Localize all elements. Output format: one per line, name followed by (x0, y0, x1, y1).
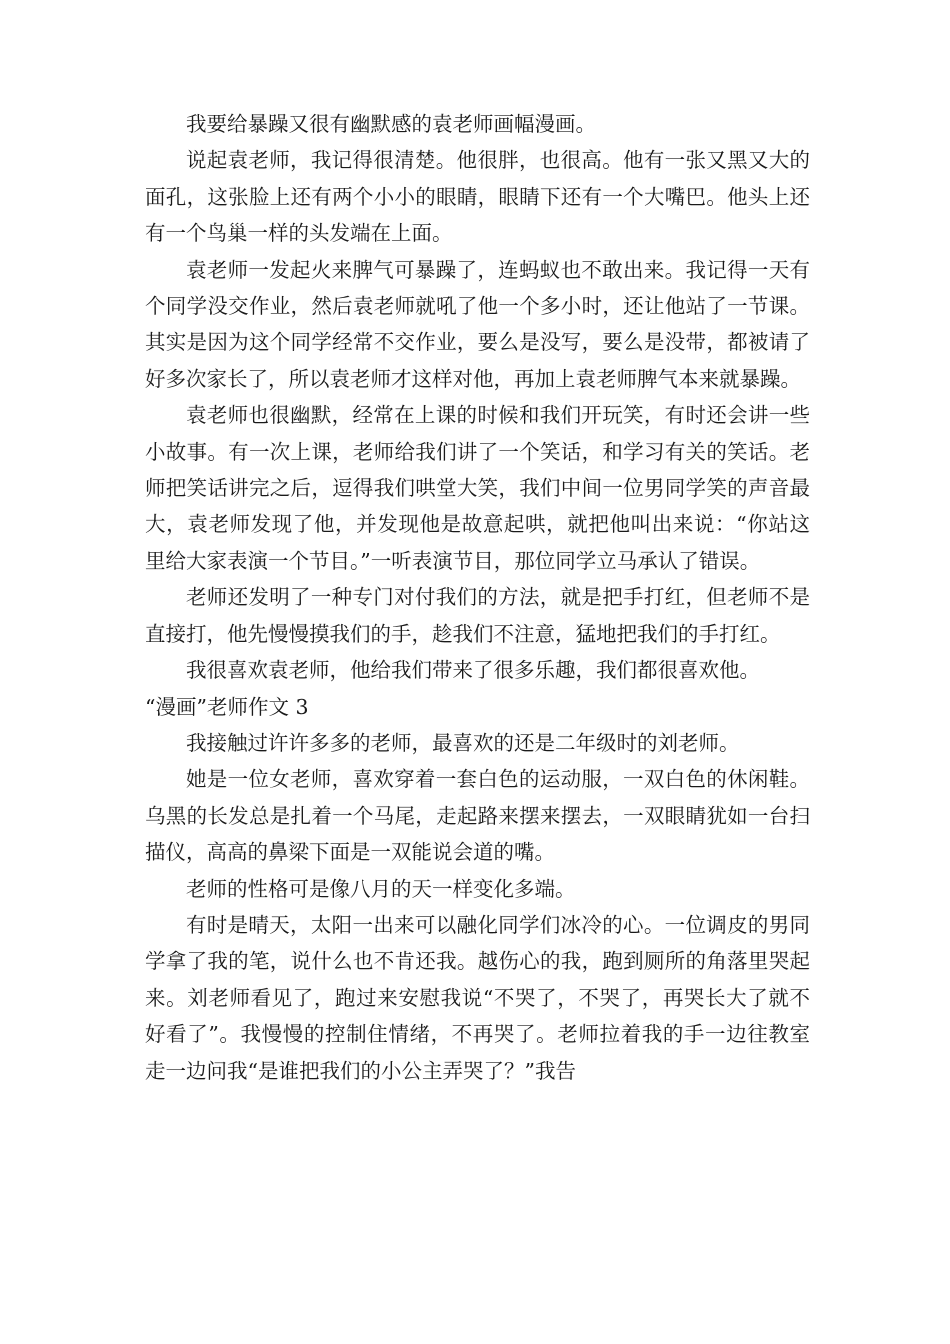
paragraph: 袁老师也很幽默，经常在上课的时候和我们开玩笑，有时还会讲一些小故事。有一次上课，老师给我们讲了一个笑话，和学习有关的笑话。老师把笑话讲完之后，逗得我们哄堂大笑，我们中间一位男同学笑的声音最大，袁老师发现了他，并发现他是故意起哄，就把他叫出来说：“你站这里给大家表演一个节目。”一听表演节目，那位同学立马承认了错误。 (145, 403, 810, 573)
section-heading: “漫画”老师作文 3 (145, 694, 309, 719)
paragraph: 我要给暴躁又很有幽默感的袁老师画幅漫画。 (186, 112, 596, 136)
paragraph: 有时是晴天，太阳一出来可以融化同学们冰冷的心。一位调皮的男同学拿了我的笔，说什么也不肯还我。越伤心的我，跑到厕所的角落里哭起来。刘老师看见了，跑过来安慰我说“不哭了，不哭了，再哭长大了就不好看了”。我慢慢的控制住情绪，不再哭了。老师拉着我的手一边往教室走一边问我“是谁把我们的小公主弄哭了？”我告 (145, 912, 810, 1083)
paragraph: 我接触过许许多多的老师，最喜欢的还是二年级时的刘老师。 (186, 730, 740, 755)
document-page (145, 106, 810, 1089)
paragraph: 老师还发明了一种专门对付我们的方法，就是把手打红，但老师不是直接打，他先慢慢摸我们的手，趁我们不注意，猛地把我们的手打红。 (145, 585, 810, 646)
paragraph: 袁老师一发起火来脾气可暴躁了，连蚂蚁也不敢出来。我记得一天有个同学没交作业，然后袁老师就吼了他一个多小时，还让他站了一节课。其实是因为这个同学经常不交作业，要么是没写，要么是没带，都被请了好多次家长了，所以袁老师才这样对他，再加上袁老师脾气本来就暴躁。 (145, 257, 810, 391)
paragraph: 我很喜欢袁老师，他给我们带来了很多乐趣，我们都很喜欢他。 (186, 658, 760, 683)
paragraph: 她是一位女老师，喜欢穿着一套白色的运动服，一双白色的休闲鞋。乌黑的长发总是扎着一个马尾，走起路来摆来摆去，一双眼睛犹如一台扫描仪，高高的鼻梁下面是一双能说会道的嘴。 (145, 767, 810, 865)
paragraph: 老师的性格可是像八月的天一样变化多端。 (186, 876, 576, 901)
paragraph: 说起袁老师，我记得很清楚。他很胖，也很高。他有一张又黑又大的面孔，这张脸上还有两个小小的眼睛，眼睛下还有一个大嘴巴。他头上还有一个鸟巢一样的头发端在上面。 (145, 148, 810, 246)
